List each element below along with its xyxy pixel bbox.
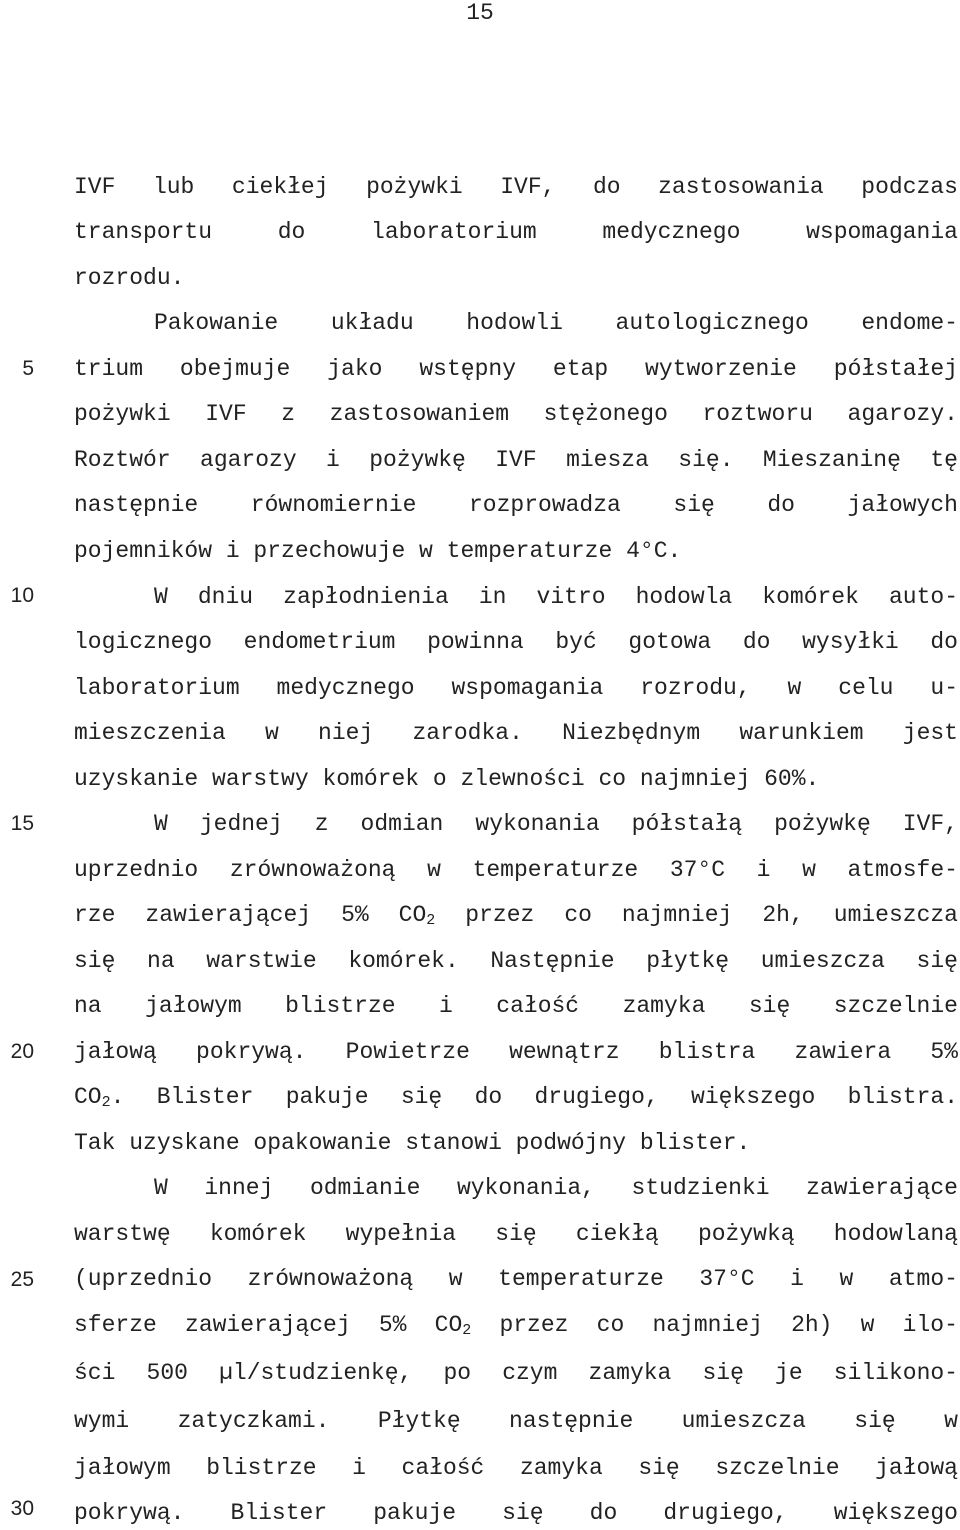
word: auto- — [888, 584, 958, 610]
word: IVF, — [902, 811, 958, 837]
word: komórek. — [348, 948, 459, 974]
text-line — [74, 488, 958, 522]
word: pożywkę — [369, 447, 466, 473]
word: się — [748, 993, 791, 1019]
text-line — [74, 898, 958, 932]
text-line — [74, 1496, 958, 1530]
word: w — [427, 857, 441, 883]
word: się — [916, 948, 958, 974]
word: i — [439, 993, 453, 1019]
word: zapłodnienia — [283, 584, 449, 610]
word: zawierającej — [185, 1312, 351, 1338]
word: co — [564, 902, 592, 928]
word: do — [592, 174, 621, 200]
word: się — [673, 492, 715, 518]
word: się — [638, 1455, 680, 1481]
word: warunkiem — [739, 720, 864, 746]
word: zawiera — [794, 1039, 892, 1065]
word: stężonego — [543, 401, 668, 427]
word: warstwie — [206, 948, 317, 974]
text-line — [74, 397, 958, 431]
word: powinna — [427, 629, 524, 655]
word: 5% — [378, 1312, 407, 1338]
word: temperaturze — [472, 857, 639, 883]
word: jałową — [875, 1455, 958, 1481]
word: $CO_2$ — [434, 1312, 472, 1339]
word: zrównoważoną — [229, 857, 396, 883]
word: płytkę — [646, 948, 730, 974]
text-line — [74, 671, 958, 705]
word: się. — [678, 447, 734, 473]
text-line — [74, 989, 958, 1023]
word: następnie — [74, 492, 199, 518]
word: $CO_2$ — [398, 902, 436, 929]
word: rze — [74, 902, 116, 928]
word: i — [352, 1455, 366, 1481]
word: pakuje — [373, 1500, 457, 1526]
word: w — [839, 1266, 854, 1292]
word: całość — [496, 993, 580, 1019]
word: umieszcza — [760, 948, 885, 974]
word: (uprzednio — [74, 1266, 213, 1292]
word: w — [787, 675, 802, 701]
word: rozprowadza — [469, 492, 621, 518]
word: etap — [552, 356, 609, 382]
word: jałowym — [74, 1455, 171, 1481]
word: układu — [330, 310, 414, 336]
word: Roztwór — [74, 447, 171, 473]
word: w — [448, 1266, 463, 1292]
word: rozrodu, — [640, 675, 751, 701]
word: ciekłą — [575, 1221, 659, 1247]
text-line — [74, 580, 958, 614]
text-line: rozrodu. — [74, 265, 185, 291]
text-line — [74, 1356, 958, 1390]
word: w — [860, 1312, 875, 1338]
word: wykonania — [475, 811, 600, 837]
word: Pakowanie — [154, 310, 279, 336]
word: pokrywą. — [196, 1039, 307, 1065]
word: drugiego, — [534, 1084, 659, 1110]
word: IVF, — [500, 174, 556, 200]
word: sferze — [74, 1312, 157, 1338]
word: medycznego — [602, 219, 741, 245]
word: 500 — [146, 1360, 188, 1386]
word: co — [596, 1312, 625, 1338]
word: się — [400, 1084, 443, 1110]
word: 5% — [930, 1039, 958, 1065]
word: trium — [74, 356, 144, 382]
text-line — [74, 306, 958, 340]
word: wewnątrz — [509, 1039, 620, 1065]
word: półstałą — [631, 811, 743, 837]
word: $CO_2$. — [74, 1084, 125, 1111]
word: blistrze — [206, 1455, 317, 1481]
word: najmniej — [621, 902, 733, 928]
word: ilo- — [902, 1312, 958, 1338]
word: 5% — [341, 902, 369, 928]
word: warstwę — [74, 1221, 171, 1247]
word: drugiego, — [663, 1500, 788, 1526]
word: się — [702, 1360, 744, 1386]
word: się — [502, 1500, 544, 1526]
word: odmianie — [309, 1175, 421, 1201]
word: atmosfe- — [847, 857, 958, 883]
word: 2h) — [791, 1312, 833, 1338]
word: Płytkę — [377, 1408, 461, 1434]
word: być — [555, 629, 597, 655]
word: IVF — [205, 401, 247, 427]
text-line — [74, 1171, 958, 1205]
word: temperaturze — [498, 1266, 664, 1292]
word: autologicznego — [615, 310, 809, 336]
word: 2h, — [762, 902, 804, 928]
word: z — [314, 811, 329, 837]
word: endometrium — [243, 629, 396, 655]
word: mieszczenia — [74, 720, 226, 746]
word: wysyłki — [802, 629, 899, 655]
word: pożywką — [697, 1221, 795, 1247]
line-number: 10 — [10, 584, 34, 607]
word: zarodka. — [412, 720, 523, 746]
word: hodowlaną — [833, 1221, 958, 1247]
word: ciekłej — [231, 174, 329, 200]
word: miesza — [566, 447, 649, 473]
word: jałowym — [145, 993, 242, 1019]
word: najmniej — [652, 1312, 763, 1338]
word: medycznego — [276, 675, 415, 701]
word: na — [74, 993, 102, 1019]
word: całość — [401, 1455, 485, 1481]
word: uprzednio — [74, 857, 199, 883]
word: zastosowania — [658, 174, 824, 200]
word: zatyczkami. — [177, 1408, 330, 1434]
word: innej — [204, 1175, 274, 1201]
word: jest — [902, 720, 958, 746]
line-number: 25 — [10, 1268, 34, 1291]
text-line: uzyskanie warstwy komórek o zlewności co najmniej 60%. — [74, 766, 820, 792]
word: wypełnia — [345, 1221, 457, 1247]
word: i — [326, 447, 340, 473]
word: szczelnie — [833, 993, 958, 1019]
word: wspomagania — [806, 219, 958, 245]
word: do — [277, 219, 306, 245]
word: agarozy. — [847, 401, 958, 427]
word: się — [74, 948, 116, 974]
text-line — [74, 853, 958, 887]
word: IVF — [74, 174, 116, 200]
word: zrównoważoną — [247, 1266, 414, 1292]
text-line — [74, 625, 958, 659]
word: W — [154, 811, 168, 837]
word: i — [790, 1266, 804, 1292]
word: po — [443, 1360, 472, 1386]
word: równomiernie — [250, 492, 417, 518]
page-number: 15 — [466, 0, 494, 26]
word: Następnie — [490, 948, 615, 974]
text-line: Tak uzyskane opakowanie stanowi podwójny blister. — [74, 1130, 751, 1156]
word: wytworzenie — [645, 356, 797, 382]
text-line — [74, 1035, 958, 1069]
word: u- — [930, 675, 958, 701]
word: blistra. — [847, 1084, 958, 1110]
word: wymi — [74, 1408, 130, 1434]
word: czym — [502, 1360, 558, 1386]
word: jednej — [199, 811, 283, 837]
text-line — [74, 170, 958, 204]
line-number: 20 — [10, 1040, 34, 1063]
word: jałowych — [847, 492, 958, 518]
word: Niezbędnym — [562, 720, 701, 746]
word: Blister — [156, 1084, 254, 1110]
word: Powietrze — [345, 1039, 470, 1065]
word: do — [767, 492, 795, 518]
word: w — [944, 1408, 958, 1434]
line-number: 15 — [10, 812, 34, 835]
word: roztworu — [702, 401, 813, 427]
word: do — [742, 629, 771, 655]
text-line — [74, 716, 958, 750]
word: zawierające — [806, 1175, 958, 1201]
text-line — [74, 807, 958, 841]
text-line — [74, 215, 958, 249]
word: pożywkę — [774, 811, 871, 837]
text-line — [74, 1080, 958, 1114]
word: vitro — [536, 584, 606, 610]
word: Blister — [230, 1500, 328, 1526]
word: wstępny — [419, 356, 516, 382]
line-number: 30 — [10, 1497, 34, 1520]
text-line — [74, 443, 958, 477]
word: pożywki — [366, 174, 463, 200]
word: zawierającej — [145, 902, 312, 928]
word: jałową — [74, 1039, 157, 1065]
word: zamyka — [519, 1455, 603, 1481]
word: następnie — [509, 1408, 634, 1434]
word: większego — [691, 1084, 816, 1110]
text-line — [74, 1308, 958, 1342]
word: odmian — [360, 811, 444, 837]
word: przez — [465, 902, 535, 928]
word: Mieszaninę — [762, 447, 901, 473]
word: W — [154, 1175, 168, 1201]
word: celu — [838, 675, 894, 701]
text-line: pojemników i przechowuje w temperaturze 4°C. — [74, 538, 682, 564]
word: je — [775, 1360, 803, 1386]
text-line — [74, 1217, 958, 1251]
word: komórek — [209, 1221, 307, 1247]
word: obejmuje — [179, 356, 291, 382]
word: się — [854, 1408, 896, 1434]
text-line — [74, 1451, 958, 1485]
word: pożywki — [74, 401, 171, 427]
word: hodowla — [635, 584, 733, 610]
word: zastosowaniem — [329, 401, 510, 427]
word: szczelnie — [715, 1455, 840, 1481]
word: i — [756, 857, 771, 883]
word: endome- — [861, 310, 958, 336]
word: się — [495, 1221, 537, 1247]
word: IVF — [495, 447, 537, 473]
word: logicznego — [74, 629, 213, 655]
word: pakuje — [285, 1084, 369, 1110]
text-line — [74, 1262, 958, 1296]
word: większego — [833, 1500, 958, 1526]
word: z — [281, 401, 296, 427]
word: zamyka — [622, 993, 706, 1019]
word: laboratorium — [74, 675, 240, 701]
line-number: 5 — [22, 357, 34, 380]
word: silikono- — [833, 1360, 958, 1386]
word: do — [589, 1500, 618, 1526]
word: do — [930, 629, 958, 655]
word: umieszcza — [681, 1408, 806, 1434]
word: wspomagania — [451, 675, 604, 701]
word: zamyka — [588, 1360, 672, 1386]
word: 37°C — [669, 857, 726, 883]
word: jako — [327, 356, 383, 382]
word: półstałej — [833, 356, 958, 382]
word: studzienki — [631, 1175, 770, 1201]
word: 37°C — [699, 1266, 755, 1292]
word: umieszcza — [833, 902, 958, 928]
word: gotowa — [628, 629, 712, 655]
word: na — [147, 948, 175, 974]
word: lub — [152, 174, 195, 200]
word: blistrze — [285, 993, 396, 1019]
word: tę — [930, 447, 958, 473]
word: hodowli — [466, 310, 563, 336]
word: blistra — [658, 1039, 756, 1065]
word: podczas — [861, 174, 958, 200]
word: do — [474, 1084, 503, 1110]
word: atmo- — [888, 1266, 958, 1292]
word: wykonania, — [456, 1175, 595, 1201]
word: ści — [74, 1360, 116, 1386]
word: in — [478, 584, 507, 610]
text-line — [74, 1404, 958, 1438]
word: niej — [318, 720, 374, 746]
word: laboratorium — [371, 219, 537, 245]
word: transportu — [74, 219, 213, 245]
text-line — [74, 944, 958, 978]
word: komórek — [762, 584, 859, 610]
word: µl/studzienkę, — [219, 1360, 413, 1386]
word: pokrywą. — [74, 1500, 185, 1526]
text-line — [74, 352, 958, 386]
word: w — [265, 720, 279, 746]
word: przez — [499, 1312, 569, 1338]
word: w — [802, 857, 816, 883]
word: dniu — [197, 584, 254, 610]
word: agarozy — [200, 447, 297, 473]
word: W — [154, 584, 168, 610]
